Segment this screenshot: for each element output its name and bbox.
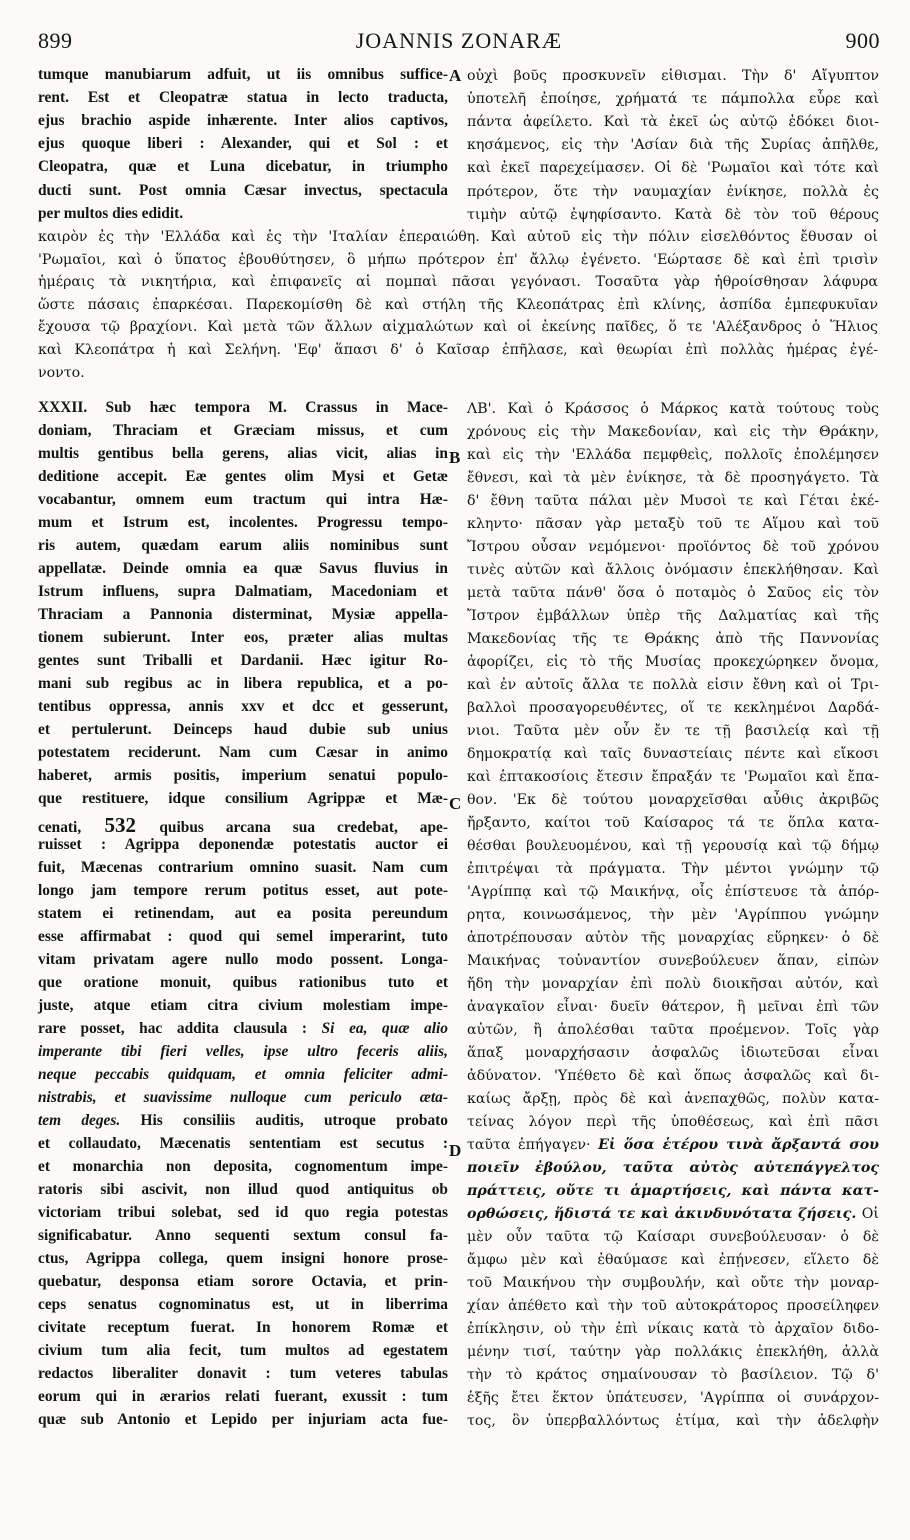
text-line: θέσθαι βουλευομένου, καὶ τῇ γερουσίᾳ καὶ τῷ δήμῳ <box>467 838 879 854</box>
text-line: τὴν τὸ κράτος σημαίνουσαν τὸ βασίλειον. Τῷ δ' <box>467 1367 879 1383</box>
text-line: ἔχουσα τῷ βραχίονι. Καὶ μετὰ τῶν ἄλλων αἰχμαλώτων καὶ οἱ ἐκείνης παῖδες, ὅ τε 'Αλέξανδρος ὁ Ἥλιος <box>38 319 878 336</box>
text-line: ἤρξαντο, καίτοι τοῦ Καίσαρος τά τε ὅπλα κατα- <box>467 815 879 831</box>
text-line: ρητα, κοινωσάμενος, τὴν μὲν 'Αγρίππου γνώμην <box>467 907 879 923</box>
text-line: πράττεις, οὔτε τι ἁμαρτήσεις, καὶ πάντα κατ- <box>467 1183 879 1199</box>
text-line <box>38 1112 448 1130</box>
text-line: καὶ εἰς τὴν 'Ελλάδα πεμφθεὶς, πολλοῖς ἐπολέμησεν <box>467 447 879 463</box>
text-line: κληντο· πᾶσαν γὰρ μεταξὺ τοῦ τε Αἵμου καὶ τοῦ <box>467 516 879 532</box>
italic-fragment: ορθώσεις, ἥδιστά τε καὶ ἀκινδυνότατα ζήσεις. <box>467 1206 862 1222</box>
text-line: Cleopatra, quæ et Luna dicebatur, in triumpho <box>38 158 448 176</box>
text-line: νιοι. Ταῦτα μὲν οὖν ἔν τε τῇ βασιλείᾳ καὶ τῇ <box>467 723 879 739</box>
text-line: redactos liberaliter donavit : tum veteres tabulas <box>38 1365 448 1382</box>
text-line: que restituere, idque consilium Agrippæ et Mæ- <box>38 790 448 807</box>
text-line: multis gentibus bella gerens, alias vicit, alias in <box>38 445 448 462</box>
text-line: Μαικήνας τοὐναντίον συνεβούλευεν ἅπαν, εἰπὼν <box>467 953 879 969</box>
text-line: ceps senatus cognominatus est, ut in liberrima <box>38 1296 448 1313</box>
text-line: τιμὴν αὐτῷ ἐψηφίσαντο. Κατὰ δὲ τὸν τοῦ θέρους <box>467 206 879 223</box>
text-line: civitate receptum fuerat. In honorem Romæ et <box>38 1319 448 1336</box>
text-line: μὲν οὖν ταῦτα τῷ Καίσαρι συνεβούλευσαν· ὁ δὲ <box>467 1229 879 1245</box>
text-line: καὶ ἐν αὐτοῖς ἄλλα τε πολλὰ εἰσιν ἔθνη καὶ οἱ Τρι- <box>467 677 879 693</box>
text-line: vocabantur, omnem eum tractum qui intra Hæ- <box>38 491 448 508</box>
text-line: ὑποτελῆ ἐποίησε, χρήματά τε πάμπολλα εὗρε καὶ <box>467 91 879 108</box>
text-line: κησάμενος, εἰς τὴν 'Ασίαν διὰ τῆς Συρίας ἀπῆλθε, <box>467 137 879 154</box>
text-line: Thraciam a Pannonia disterminat, Mysiæ appella- <box>38 606 448 623</box>
text-line-with-column-number <box>38 813 448 838</box>
text-line: πρότερον, ὅτε τὴν ναυμαχίαν ἐνίκησε, πολλὰ ἐς <box>467 183 879 200</box>
marginal-letter-c: C <box>449 794 462 813</box>
text-line <box>467 1206 879 1222</box>
text-line: Ἴστρον ἐμβάλλων ὑπὲρ τῆς Δαλματίας καὶ τῆς <box>467 608 879 624</box>
text-line: μένην τισί, ταύτην γὰρ πολλάκις ἐπεκλήθη, ἀλλὰ <box>467 1344 879 1360</box>
text-line: ejus brachio aspide inhærente. Inter alios captivos, <box>38 112 448 130</box>
text-line: θον. 'Εκ δὲ τούτου μοναρχεῖσθαι αὖθις ἀκριβῶς <box>467 792 879 808</box>
text-line: καὶ ἑπτακοσίοις ἔτεσιν ἔπραξάν τε 'Ρωμαῖοι καὶ ἔπα- <box>467 769 879 785</box>
text-line: ctus, Agrippa collega, quem insigni honore prose- <box>38 1250 448 1267</box>
marginal-letter-b: B <box>449 448 461 467</box>
text-fragment: ταῦτα ἐπήγαγεν· <box>467 1137 599 1153</box>
text-line: civium tum alia fecit, tum multos ad egestatem <box>38 1342 448 1359</box>
text-line: ratoris sibi ascivit, non illud quod antiquitus ob <box>38 1181 448 1198</box>
text-line: et pertulerunt. Deinceps haud dubie sub unius <box>38 721 448 738</box>
text-line: ἐπιτρέψαι τὰ πράγματα. Τὴν μέντοι γνώμην τῷ <box>467 861 879 877</box>
text-line: mani sub regibus ac in libera republica, et a po- <box>38 675 448 692</box>
text-line: τινὲς αὐτῶν καὶ ἄλλοις ὀνόμασιν ἐπεκλήθησαν. Καὶ <box>467 562 879 578</box>
text-line: statem ei retinendam, aut ea posita pereundum <box>38 905 448 922</box>
text-line: δημοκρατίᾳ καὶ ταῖς δυναστείαις πέντε καὶ εἴκοσι <box>467 746 879 762</box>
text-line: longo jam tempore rerum potitus esset, aut pote- <box>38 882 448 899</box>
text-line: haberet, armis positis, imperium senatui populo- <box>38 767 448 784</box>
text-line: Ἴστρου οὖσαν νεμόμενοι· προϊόντος δὲ τοῦ χρόνου <box>467 539 879 555</box>
text-line: et collaudato, Mæcenatis sententiam est secutus : <box>38 1135 448 1152</box>
text-line: doniam, Thraciam et Græciam missus, et cum <box>38 422 448 439</box>
text-line: et monarchia non deposita, cognomentum impe- <box>38 1158 448 1175</box>
text-line: βαλλοὶ προσαγορευθέντες, οἵ τε κεκλημένοι Δαρδά- <box>467 700 879 716</box>
text-line: ἀδύνατον. 'Υπέθετο δὲ καὶ ὅπως ἀσφαλῶς καὶ δι- <box>467 1068 879 1084</box>
text-line <box>38 1020 448 1038</box>
text-line: eorum qui in ærarios relati fuerant, exussit : tum <box>38 1388 448 1405</box>
text-line: victoriam tribui solebat, sed id quo regia potestas <box>38 1204 448 1221</box>
text-line: imperante tibi fieri velles, ipse ultro feceris aliis, <box>38 1043 448 1060</box>
text-line: XXXII. Sub hæc tempora M. Crassus in Mace- <box>38 399 448 416</box>
marginal-letter-a: A <box>449 66 462 85</box>
text-line <box>467 1137 879 1153</box>
text-line: ἀποτρέπουσαν αὐτὸν τῆς μοναρχίας εὕρηκεν· ὁ δὲ <box>467 930 879 946</box>
text-line: fuit, Mæcenas contrarium omnino suasit. Nam cum <box>38 859 448 876</box>
text-line: ruisset : Agrippa deponendæ potestatis auctor ei <box>38 836 448 853</box>
text-line: 'Ρωμαῖοι, καὶ ὁ ὕπατος ἐβουθύτησεν, ὃ μήπω πρότερον ἐπ' ἄλλῳ ἐγένετο. 'Εώρτασε δὲ καὶ ἐπὶ τρισὶν <box>38 251 878 268</box>
text-fragment: Οἱ <box>861 1206 879 1222</box>
column-number: 532 <box>81 813 160 837</box>
text-line: ejus quoque liberi : Alexander, qui et Sol : et <box>38 135 448 153</box>
text-line: nistrabis, et suavissime nulloque cum periculo ætа- <box>38 1089 448 1106</box>
text-line: ΛΒ'. Καὶ ὁ Κράσσος ὁ Μάρκος κατὰ τούτους τοὺς <box>467 401 879 417</box>
text-line: ἀναγκαῖον εἶναι· δυεῖν θάτερον, ἢ μεῖναι ἐπὶ τῶν <box>467 999 879 1015</box>
text-line: quæ sub Antonio et Lepido per injuriam acta fue- <box>38 1411 448 1428</box>
text-line: appellatæ. Deinde omnia ea quæ Savus fluvius in <box>38 560 448 577</box>
text-line: αὐτῶν, ἢ ἀπολέσθαι ταῦτα προέμενον. Τοῖς γὰρ <box>467 1022 879 1038</box>
text-line: ἀφορίζει, εἰς τὸ τῆς Μυσίας προκεχώρηκεν ὄνομα, <box>467 654 879 670</box>
text-line: καίως ἄρξῃ, πρὸς δὲ καὶ ἀνεπαχθῶς, πολὺν κατα- <box>467 1091 879 1107</box>
text-line: καιρὸν ἐς τὴν 'Ελλάδα καὶ ἐς τὴν 'Ιταλίαν ἐπεραιώθη. Καὶ αὐτοῦ εἰς τὴν πόλιν εἰσελθόντος ἔθυσαν οἱ <box>38 229 878 245</box>
text-line: ducti sunt. Post omnia Cæsar invectus, spectacula <box>38 181 448 199</box>
text-line: τείνας λόγον περὶ τῆς ὑποθέσεως, καὶ ἐπὶ πᾶσι <box>467 1114 879 1130</box>
text-line: καὶ Κλεοπάτρα ἡ καὶ Σελήνη. 'Εφ' ἅπασι δ' ὁ Καῖσαρ ἐπῆλασε, καὶ θεωρίαι ἐπὶ πολλὰς ἡμέρας ἐγέ- <box>38 342 878 358</box>
text-line: χρόνους εἰς τὴν Μακεδονίαν, καὶ εἰς τὴν Θράκην, <box>467 424 879 440</box>
text-line: δ' ἔθνη ταῦτα πάλαι μὲν Μυσοὶ τε καὶ Γέται ἐκέ- <box>467 493 879 509</box>
text-line: πάντα ἀφείλετο. Καὶ τὰ ἐκεῖ ὡς αὐτῷ ἐδόκει διοι- <box>467 114 879 131</box>
text-line: quebatur, desponsa etiam sorore Octavia, et prin- <box>38 1273 448 1290</box>
text-line: ὥστε πάσαις ἐπαρκέσαι. Παρεκομίσθη δὲ καὶ στήλη τῆς Κλεοπάτρας ἐπὶ κλίνης, ἀσπίδα ἐμπεφυκυῖαν <box>38 296 878 313</box>
text-line: neque peccabis quidquam, et omnia feliciter admi- <box>38 1066 448 1083</box>
text-line: ἄμφω μὲν καὶ ἐθαύμασε καὶ ἐπῄνεσεν, εἵλετο δὲ <box>467 1252 879 1268</box>
marginal-letter-d: D <box>449 1141 462 1160</box>
text-line: tumque manubiarum adfuit, ut iis omnibus suffice- <box>38 66 448 83</box>
text-line: vitam privatam agere nullo modo possent. Longa- <box>38 951 448 968</box>
text-line: esse affirmabat : quod qui semel imperarint, tuto <box>38 928 448 945</box>
text-line: ris autem, quædam earum aliis nominibus sunt <box>38 537 448 554</box>
text-line: Μακεδονίας τῆς τε Θράκης ἀπὸ τῆς Παννονίας <box>467 631 879 647</box>
text-line: χίαν ἀπέθετο καὶ τὴν τοῦ αὐτοκράτορος προσείληφεν <box>467 1298 879 1314</box>
text-line: ἔθνεσι, καὶ τὰ μὲν ἐνίκησε, τὰ δὲ προσηγάγετο. Τὰ <box>467 470 879 486</box>
text-line: καὶ ἐκεῖ παρεχείμασεν. Οἱ δὲ 'Ρωμαῖοι καὶ τότε καὶ <box>467 160 879 177</box>
text-line: mum et Istrum est, incolentes. Progressu tempo- <box>38 514 448 531</box>
text-line: Istrum influens, supra Dalmatiam, Macedoniam et <box>38 583 448 600</box>
text-line: οὐχὶ βοῦς προσκυνεῖν εἰθισμαι. Τὴν δ' Αἴγυπτον <box>467 68 879 84</box>
italic-fragment: Si ea, quæ alio <box>321 1020 448 1037</box>
text-line: gentes sunt Triballi et Dardanii. Hæc igitur Ro- <box>38 652 448 669</box>
text-line: τοῦ Μαικήνου τὴν συμβουλήν, καὶ οὔτε τὴν μοναρ- <box>467 1275 879 1291</box>
page-number-right: 900 <box>845 28 880 53</box>
page-number-left: 899 <box>38 28 73 53</box>
text-line: νοντο. <box>38 364 85 381</box>
italic-fragment: Εἰ ὅσα ἑτέρου τινὰ ἄρξαντά σου <box>598 1137 879 1153</box>
text-fragment: His consiliis auditis, utroque probato <box>140 1112 448 1129</box>
text-line: 'Αγρίππᾳ καὶ τῷ Μαικήνᾳ, οἷς ἐπίστευσε τὰ ἀπόρ- <box>467 884 879 900</box>
text-line: μετὰ ταῦτα πάνθ' ὅσα ὁ ποταμὸς ὁ Σαῦος εἰς τὸν <box>467 585 879 601</box>
text-line: ἑξῆς ἔτει ἕκτον ὑπάτευσεν, 'Αγρίππα οἱ συνάρχον- <box>467 1390 879 1406</box>
text-line: rent. Est et Cleopatræ statua in lecto traducta, <box>38 89 448 107</box>
text-line: ἐπίκλησιν, οὐ τὴν ἐπὶ νίκαις κατὰ τὸ ἀρχαῖον διδο- <box>467 1321 879 1337</box>
text-line: ἅπαξ μοναρχήσασιν ἀσφαλῶς ἰδιωτεῦσαι εἶναι <box>467 1045 879 1061</box>
text-line: potestatem reciderunt. Nam cum Cæsar in animo <box>38 744 448 761</box>
text-line: τος, ὃν ὑπερβαλλόντως ἐτίμα, καὶ τὴν ἀδελφὴν <box>467 1413 879 1429</box>
text-line: tionem subierunt. Inter eos, præter alias multas <box>38 629 448 646</box>
text-line: que oratione monuit, quibus rationibus tuto et <box>38 974 448 991</box>
text-line: tentibus oppressa, annis xxv et dcc et gesserunt, <box>38 698 448 715</box>
text-fragment: cenati, <box>38 819 82 836</box>
text-line: ἡμέραις τὰ νικητήρια, καὶ ἐπιφανεῖς αἱ πομπαὶ πᾶσαι γεγόνασι. Τοσαῦτα γὰρ ἠθροίσθησαν λάφυρα <box>38 274 878 291</box>
text-fragment: quibus arcana sua credebat, ape- <box>159 819 448 836</box>
running-title: JOANNIS ZONARÆ <box>355 28 563 53</box>
text-line: ποιεῖν ἐβούλου, ταῦτα αὐτὸς αὐτεπάγγελτος <box>467 1160 879 1176</box>
text-line: deditione accepit. Eæ gentes olim Mysi et Getæ <box>38 468 448 485</box>
text-line: juste, atque etiam citra civium molestiam impe- <box>38 997 448 1014</box>
text-line: per multos dies edidit. <box>38 204 184 222</box>
text-line: significabatur. Anno sequenti sextum consul fa- <box>38 1227 448 1244</box>
italic-fragment: tem deges. <box>38 1112 141 1129</box>
running-header <box>38 28 880 58</box>
text-fragment: rare posset, hac addita clausula : <box>38 1020 322 1037</box>
text-line: ἤδη τὴν μοναρχίαν ἐπὶ πολὺ διοικῆσαι αὐτόν, καὶ <box>467 976 879 992</box>
